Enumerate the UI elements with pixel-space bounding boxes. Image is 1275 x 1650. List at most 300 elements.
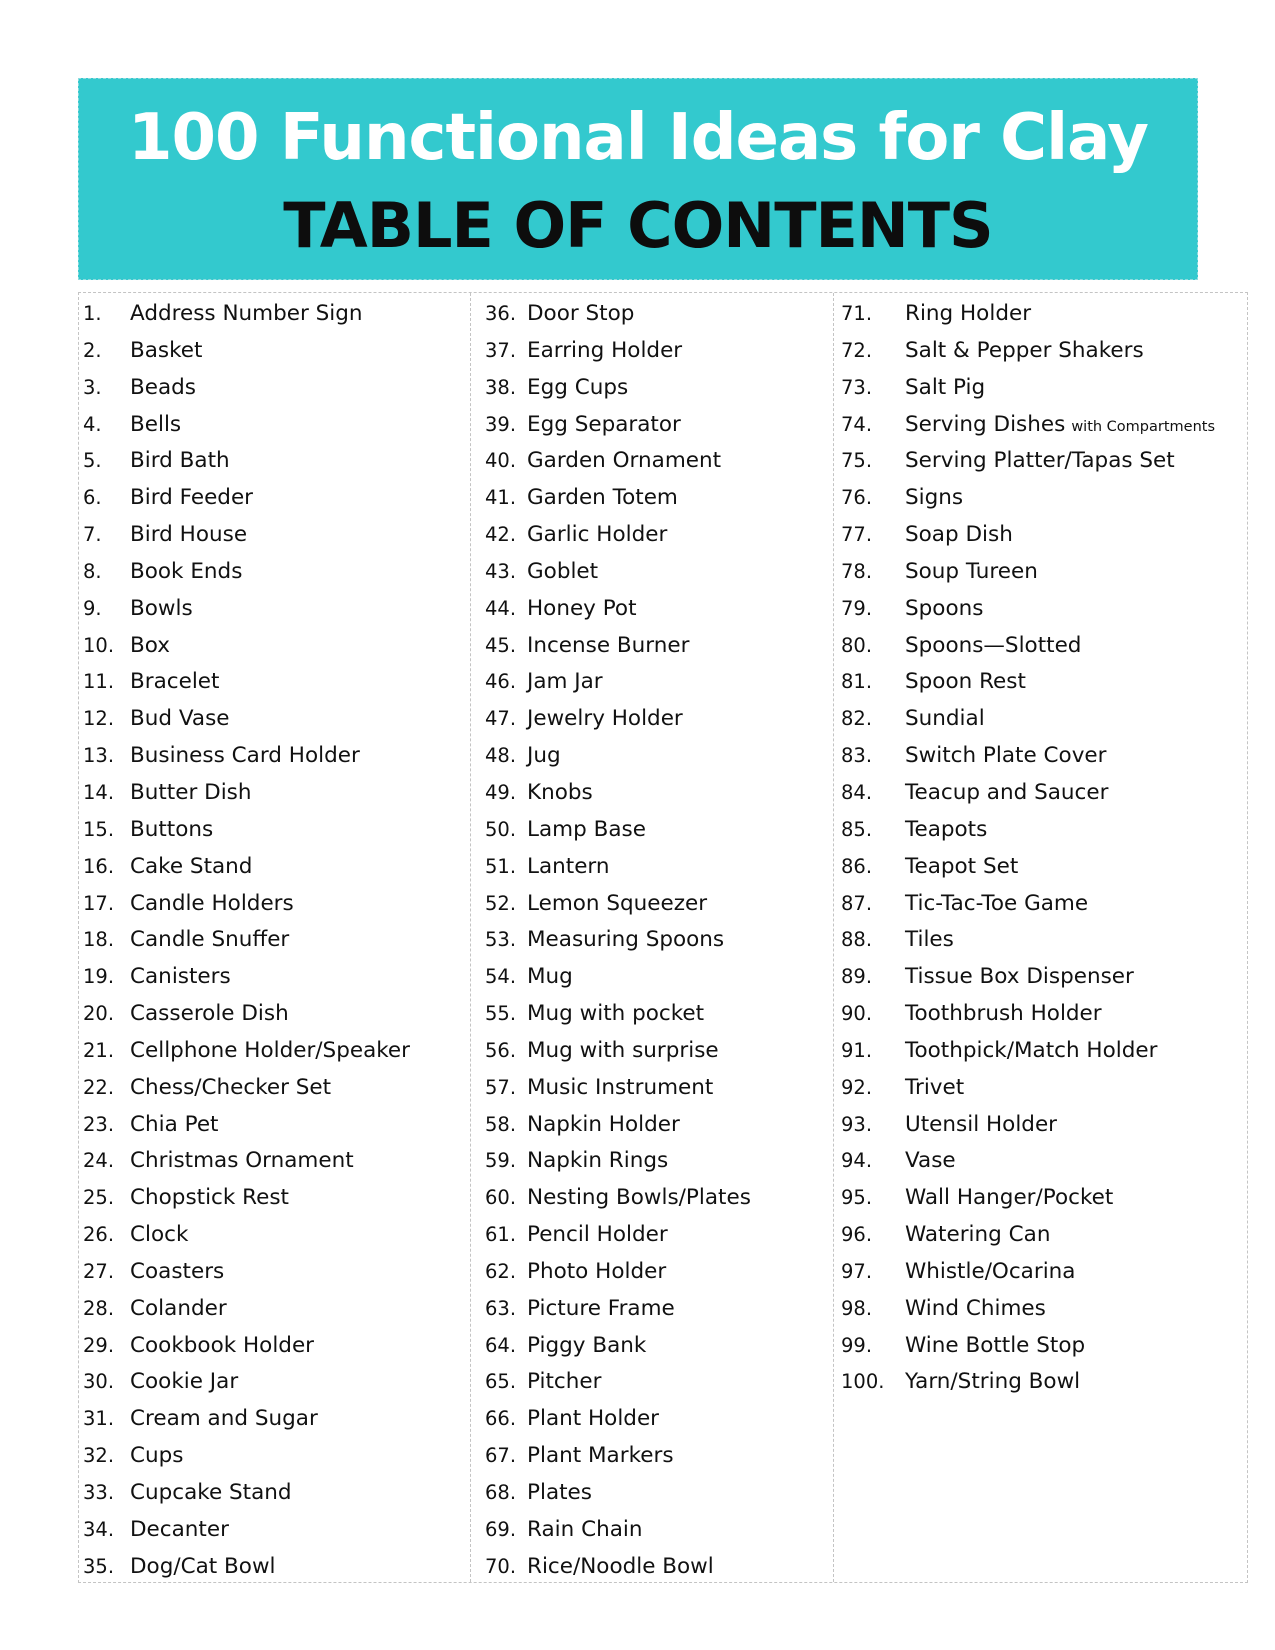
toc-entry-title: Butter Dish <box>130 779 252 805</box>
toc-entry-number: 12. <box>83 707 115 731</box>
toc-entry-title: Beads <box>130 374 197 400</box>
toc-entry <box>79 333 470 370</box>
toc-entry-number: 14. <box>83 780 115 804</box>
toc-entry-number: 35. <box>83 1554 115 1578</box>
toc-entry <box>471 1033 833 1070</box>
toc-entry-number: 36. <box>485 302 517 325</box>
toc-entry-label <box>905 1328 1085 1365</box>
toc-entry-note: with Compartments <box>1071 418 1216 435</box>
toc-entry <box>834 1364 1249 1401</box>
toc-entry-label <box>130 1254 224 1291</box>
toc-entry <box>471 922 833 959</box>
toc-entry-title: Casserole Dish <box>130 1001 289 1027</box>
toc-entry-number: 17. <box>83 891 115 915</box>
toc-entry-number: 74. <box>841 412 873 436</box>
toc-entry-label <box>905 333 1144 370</box>
toc-entry-label <box>527 775 593 812</box>
toc-entry <box>79 812 470 849</box>
toc-entry <box>471 517 833 554</box>
toc-entry-label <box>130 1364 238 1401</box>
toc-entry <box>834 1143 1249 1180</box>
toc-entry-title: Serving Dishes <box>905 411 1066 437</box>
toc-entry-label <box>130 922 289 959</box>
toc-entry-label <box>905 443 1175 480</box>
toc-entry <box>79 701 470 738</box>
toc-entry <box>834 517 1249 554</box>
toc-entry-number: 58. <box>485 1112 517 1136</box>
toc-entry-number: 37. <box>485 338 517 362</box>
toc-entry-label <box>527 628 689 665</box>
toc-entry-number: 5. <box>83 449 102 473</box>
toc-entry-title: Sundial <box>905 706 985 732</box>
toc-entry-number: 57. <box>485 1075 517 1099</box>
toc-entry-title: Jam Jar <box>527 669 603 695</box>
toc-entry-number: 72. <box>841 338 873 362</box>
toc-entry-title: Yarn/String Bowl <box>905 1369 1081 1395</box>
toc-entry-label <box>130 480 253 517</box>
toc-entry-label <box>527 664 603 701</box>
toc-entry-number: 97. <box>841 1259 873 1283</box>
toc-entry <box>834 996 1249 1033</box>
toc-entry <box>834 1217 1249 1254</box>
toc-entry-number: 40. <box>485 449 517 473</box>
toc-entry <box>471 591 833 628</box>
table-of-contents <box>78 292 1248 1583</box>
toc-entry <box>79 1107 470 1144</box>
toc-entry <box>79 628 470 665</box>
toc-entry-number: 54. <box>485 965 517 989</box>
toc-entry-title: Pitcher <box>527 1369 602 1395</box>
toc-entry-number: 19. <box>83 965 115 989</box>
toc-entry-number: 56. <box>485 1038 517 1062</box>
toc-entry-label <box>130 554 242 591</box>
toc-entry-label <box>905 1364 1080 1401</box>
toc-entry <box>834 591 1249 628</box>
toc-entry <box>834 1107 1249 1144</box>
toc-entry <box>471 443 833 480</box>
toc-entry-label <box>130 591 193 628</box>
toc-entry <box>834 1328 1249 1365</box>
toc-entry-label <box>527 1549 714 1586</box>
toc-entry <box>834 701 1249 738</box>
toc-entry-number: 7. <box>83 523 102 547</box>
toc-entry-label <box>905 407 1215 446</box>
toc-column-2 <box>470 293 833 1582</box>
toc-entry-label <box>527 296 634 333</box>
toc-entry-label <box>527 922 724 959</box>
toc-entry-number: 2. <box>83 338 102 362</box>
toc-entry-number: 38. <box>485 375 517 399</box>
toc-entry-number: 26. <box>83 1223 115 1247</box>
toc-entry <box>79 1401 470 1438</box>
toc-entry-number: 47. <box>485 707 517 731</box>
toc-entry <box>834 849 1249 886</box>
toc-entry-number: 6. <box>83 486 102 510</box>
toc-entry-title: Pencil Holder <box>527 1222 668 1248</box>
toc-entry-label <box>905 1291 1046 1328</box>
toc-entry-title: Garden Totem <box>527 485 678 511</box>
toc-entry-number: 92. <box>841 1075 873 1099</box>
toc-entry-label <box>905 738 1106 775</box>
toc-entry-number: 82. <box>841 707 873 731</box>
toc-entry-label <box>905 370 985 407</box>
toc-entry-title: Clock <box>130 1222 189 1248</box>
toc-entry-title: Jug <box>527 743 561 769</box>
toc-entry-label <box>130 1328 314 1365</box>
toc-entry-title: Plant Holder <box>527 1406 660 1432</box>
toc-entry-label <box>130 701 230 738</box>
toc-entry <box>834 443 1249 480</box>
toc-entry-number: 80. <box>841 633 873 657</box>
toc-entry-number: 83. <box>841 744 873 768</box>
toc-entry-title: Cake Stand <box>130 853 253 879</box>
toc-entry-title: Salt Pig <box>905 374 986 400</box>
toc-entry-label <box>905 554 1038 591</box>
toc-entry-title: Wind Chimes <box>905 1295 1046 1321</box>
toc-entry-label <box>527 1107 680 1144</box>
toc-entry-number: 100. <box>841 1370 885 1394</box>
toc-entry-title: Book Ends <box>130 558 243 584</box>
toc-entry <box>79 1180 470 1217</box>
toc-entry-number: 1. <box>83 302 102 325</box>
toc-entry-title: Photo Holder <box>527 1258 667 1284</box>
toc-entry <box>471 1107 833 1144</box>
toc-entry-number: 76. <box>841 486 873 510</box>
toc-entry <box>834 1180 1249 1217</box>
toc-entry-label <box>905 886 1088 923</box>
toc-entry-label <box>527 554 598 591</box>
toc-entry-title: Plant Markers <box>527 1443 674 1469</box>
toc-entry-number: 22. <box>83 1075 115 1099</box>
toc-entry-number: 3. <box>83 375 102 399</box>
toc-entry-label <box>527 849 610 886</box>
toc-entry-title: Signs <box>905 485 964 511</box>
toc-entry-number: 34. <box>83 1517 115 1541</box>
toc-entry <box>79 922 470 959</box>
toc-entry-title: Garden Ornament <box>527 448 722 474</box>
toc-entry-label <box>527 1254 666 1291</box>
toc-entry-number: 60. <box>485 1186 517 1210</box>
toc-entry-title: Nesting Bowls/Plates <box>527 1185 751 1211</box>
toc-entry-title: Egg Cups <box>527 374 629 400</box>
toc-entry <box>834 738 1249 775</box>
toc-entry-number: 25. <box>83 1186 115 1210</box>
toc-entry <box>471 886 833 923</box>
toc-entry-number: 10. <box>83 633 115 657</box>
toc-entry-title: Bowls <box>130 595 193 621</box>
toc-entry-title: Cellphone Holder/Speaker <box>130 1037 411 1063</box>
toc-entry-title: Bird House <box>130 522 248 548</box>
toc-entry-label <box>130 296 363 333</box>
title-banner <box>78 78 1198 280</box>
toc-entry <box>79 1254 470 1291</box>
toc-entry <box>79 1217 470 1254</box>
toc-entry-number: 29. <box>83 1333 115 1357</box>
toc-entry-label <box>527 1217 668 1254</box>
toc-entry-title: Lamp Base <box>527 816 646 842</box>
toc-entry-label <box>527 443 721 480</box>
toc-entry-label <box>527 333 682 370</box>
toc-entry-title: Mug with surprise <box>527 1037 719 1063</box>
toc-entry <box>834 1070 1249 1107</box>
toc-entry-label <box>905 628 1081 665</box>
toc-entry-number: 87. <box>841 891 873 915</box>
toc-entry-title: Dog/Cat Bowl <box>130 1553 276 1579</box>
toc-entry <box>471 1070 833 1107</box>
toc-entry-number: 30. <box>83 1370 115 1394</box>
toc-entry-label <box>130 1070 331 1107</box>
toc-entry-title: Box <box>130 632 170 658</box>
toc-entry-label <box>527 738 561 775</box>
toc-entry <box>471 480 833 517</box>
toc-entry-number: 15. <box>83 817 115 841</box>
toc-entry <box>834 959 1249 996</box>
toc-entry-number: 65. <box>485 1370 517 1394</box>
toc-entry <box>834 775 1249 812</box>
toc-entry-title: Chia Pet <box>130 1111 219 1137</box>
toc-entry-number: 52. <box>485 891 517 915</box>
toc-entry-label <box>130 996 289 1033</box>
toc-entry <box>471 959 833 996</box>
toc-entry-title: Cupcake Stand <box>130 1480 292 1505</box>
toc-entry <box>471 1328 833 1365</box>
toc-entry-number: 31. <box>83 1407 115 1431</box>
toc-entry-label <box>527 1328 646 1365</box>
toc-entry-label <box>905 922 954 959</box>
toc-entry-title: Candle Holders <box>130 890 294 916</box>
toc-entry <box>79 443 470 480</box>
toc-entry-number: 13. <box>83 744 115 768</box>
toc-entry-title: Picture Frame <box>527 1295 675 1321</box>
toc-entry-title: Egg Separator <box>527 411 681 437</box>
toc-entry <box>79 664 470 701</box>
toc-entry-title: Serving Platter/Tapas Set <box>905 448 1175 474</box>
toc-entry-number: 94. <box>841 1149 873 1173</box>
toc-entry-label <box>527 370 628 407</box>
toc-column-1 <box>79 293 470 1582</box>
toc-entry <box>79 996 470 1033</box>
toc-entry-title: Mug <box>527 964 573 990</box>
toc-entry-label <box>527 1291 675 1328</box>
toc-entry-label <box>905 812 987 849</box>
toc-entry-label <box>905 1107 1057 1144</box>
toc-entry-label <box>905 296 1031 333</box>
toc-entry-number: 27. <box>83 1259 115 1283</box>
toc-entry-number: 95. <box>841 1186 873 1210</box>
toc-entry <box>471 1217 833 1254</box>
toc-entry <box>79 1438 470 1475</box>
toc-entry <box>471 1180 833 1217</box>
toc-entry-number: 75. <box>841 449 873 473</box>
toc-entry-label <box>527 1143 668 1180</box>
toc-entry <box>471 1549 833 1586</box>
toc-entry-number: 18. <box>83 928 115 952</box>
toc-entry <box>79 554 470 591</box>
toc-entry-title: Coasters <box>130 1258 225 1284</box>
toc-entry-title: Chess/Checker Set <box>130 1074 332 1100</box>
toc-entry-title: Bud Vase <box>130 706 230 732</box>
toc-entry-number: 45. <box>485 633 517 657</box>
toc-entry <box>834 628 1249 665</box>
toc-entry-number: 44. <box>485 596 517 620</box>
toc-entry-title: Basket <box>130 337 203 363</box>
toc-entry <box>79 1512 470 1549</box>
toc-entry-label <box>130 775 252 812</box>
toc-entry <box>471 1254 833 1291</box>
toc-entry-number: 91. <box>841 1038 873 1062</box>
toc-entry <box>79 1364 470 1401</box>
toc-entry-label <box>130 517 247 554</box>
toc-entry-title: Knobs <box>527 779 593 805</box>
toc-entry-title: Spoon Rest <box>905 669 1026 695</box>
toc-entry-title: Incense Burner <box>527 632 690 658</box>
toc-entry-label <box>905 591 983 628</box>
toc-entry-title: Tiles <box>905 927 954 953</box>
toc-entry-label <box>130 370 196 407</box>
toc-entry-title: Switch Plate Cover <box>905 743 1107 769</box>
toc-entry <box>834 664 1249 701</box>
toc-entry-label <box>905 775 1108 812</box>
toc-entry-label <box>905 1217 1050 1254</box>
toc-entry-label <box>527 1364 601 1401</box>
toc-entry-number: 53. <box>485 928 517 952</box>
toc-entry-number: 73. <box>841 375 873 399</box>
toc-entry-number: 20. <box>83 1002 115 1026</box>
toc-entry-title: Spoons—Slotted <box>905 632 1082 658</box>
toc-entry-label <box>527 959 573 996</box>
toc-entry-number: 49. <box>485 780 517 804</box>
toc-entry-title: Bells <box>130 411 182 437</box>
toc-entry-number: 81. <box>841 670 873 694</box>
toc-entry-title: Earring Holder <box>527 337 683 363</box>
toc-entry-title: Spoons <box>905 595 984 621</box>
toc-entry-title: Watering Can <box>905 1222 1051 1248</box>
toc-entry-number: 61. <box>485 1223 517 1247</box>
toc-entry-label <box>130 407 181 444</box>
toc-entry-label <box>130 1549 276 1586</box>
toc-entry <box>79 591 470 628</box>
toc-entry-number: 24. <box>83 1149 115 1173</box>
toc-entry-title: Salt & Pepper Shakers <box>905 337 1144 363</box>
toc-entry-label <box>130 886 294 923</box>
toc-entry-number: 32. <box>83 1444 115 1468</box>
toc-entry-number: 39. <box>485 412 517 436</box>
toc-entry-title: Canisters <box>130 964 231 990</box>
toc-entry-number: 86. <box>841 854 873 878</box>
toc-entry <box>79 480 470 517</box>
toc-entry-title: Soap Dish <box>905 522 1013 548</box>
toc-entry <box>834 886 1249 923</box>
toc-entry-title: Vase <box>905 1148 956 1174</box>
toc-entry-title: Rain Chain <box>527 1516 643 1542</box>
toc-entry-title: Tissue Box Dispenser <box>905 964 1134 990</box>
toc-entry <box>471 701 833 738</box>
toc-entry-title: Cream and Sugar <box>130 1406 318 1432</box>
toc-entry-number: 21. <box>83 1038 115 1062</box>
toc-entry <box>79 738 470 775</box>
toc-entry-number: 79. <box>841 596 873 620</box>
toc-entry-label <box>527 1475 592 1512</box>
toc-entry-title: Teapots <box>905 816 988 842</box>
page-subtitle: TABLE OF CONTENTS <box>283 189 993 262</box>
toc-entry-label <box>527 701 683 738</box>
toc-entry-label <box>130 849 252 886</box>
toc-entry-title: Bird Feeder <box>130 485 254 511</box>
toc-entry <box>471 738 833 775</box>
toc-column-3 <box>833 293 1249 1582</box>
toc-entry-number: 51. <box>485 854 517 878</box>
toc-entry <box>79 959 470 996</box>
toc-entry-number: 64. <box>485 1333 517 1357</box>
toc-entry-label <box>130 1512 229 1549</box>
toc-entry <box>471 1475 833 1512</box>
toc-entry-label <box>527 1033 719 1070</box>
toc-entry-number: 88. <box>841 928 873 952</box>
toc-entry <box>79 775 470 812</box>
page-title: 100 Functional Ideas for Clay <box>127 101 1149 175</box>
toc-entry-label <box>130 1107 218 1144</box>
toc-entry-label <box>527 886 707 923</box>
toc-entry-number: 43. <box>485 559 517 583</box>
toc-entry-title: Utensil Holder <box>905 1111 1058 1137</box>
toc-entry <box>834 1254 1249 1291</box>
toc-entry-label <box>130 333 202 370</box>
toc-entry <box>471 554 833 591</box>
toc-entry <box>79 296 470 333</box>
toc-entry <box>471 1291 833 1328</box>
toc-entry-number: 33. <box>83 1481 115 1504</box>
toc-entry-title: Mug with pocket <box>527 1001 705 1027</box>
toc-entry-title: Cups <box>130 1443 184 1469</box>
toc-entry-number: 77. <box>841 523 873 547</box>
toc-entry <box>471 333 833 370</box>
toc-entry <box>79 1143 470 1180</box>
toc-entry-number: 90. <box>841 1002 873 1026</box>
toc-entry-label <box>527 407 681 444</box>
toc-entry <box>79 886 470 923</box>
toc-entry-number: 96. <box>841 1223 873 1247</box>
toc-entry-title: Lemon Squeezer <box>527 890 708 916</box>
toc-entry-number: 68. <box>485 1481 517 1504</box>
toc-entry-number: 23. <box>83 1112 115 1136</box>
toc-entry-title: Piggy Bank <box>527 1332 647 1358</box>
toc-entry-label <box>527 517 667 554</box>
toc-entry-number: 63. <box>485 1296 517 1320</box>
toc-entry-title: Colander <box>130 1295 227 1321</box>
toc-entry-label <box>130 1401 318 1438</box>
toc-entry-number: 93. <box>841 1112 873 1136</box>
toc-entry <box>471 996 833 1033</box>
toc-entry-title: Jewelry Holder <box>527 706 683 732</box>
toc-entry <box>79 849 470 886</box>
toc-entry-title: Teapot Set <box>905 853 1019 879</box>
toc-entry-number: 67. <box>485 1444 517 1468</box>
toc-entry-label <box>527 1070 713 1107</box>
toc-entry-number: 9. <box>83 596 102 620</box>
toc-entry <box>471 1401 833 1438</box>
toc-entry-title: Whistle/Ocarina <box>905 1258 1076 1284</box>
toc-entry-label <box>905 517 1013 554</box>
toc-entry-label <box>130 959 231 996</box>
toc-entry-number: 48. <box>485 744 517 768</box>
toc-entry-label <box>130 1143 354 1180</box>
toc-entry-title: Honey Pot <box>527 595 637 621</box>
toc-entry-label <box>527 996 704 1033</box>
toc-entry-number: 8. <box>83 559 102 583</box>
toc-entry-title: Trivet <box>905 1074 965 1100</box>
toc-entry-title: Bird Bath <box>130 448 230 474</box>
toc-entry-number: 11. <box>83 670 115 694</box>
